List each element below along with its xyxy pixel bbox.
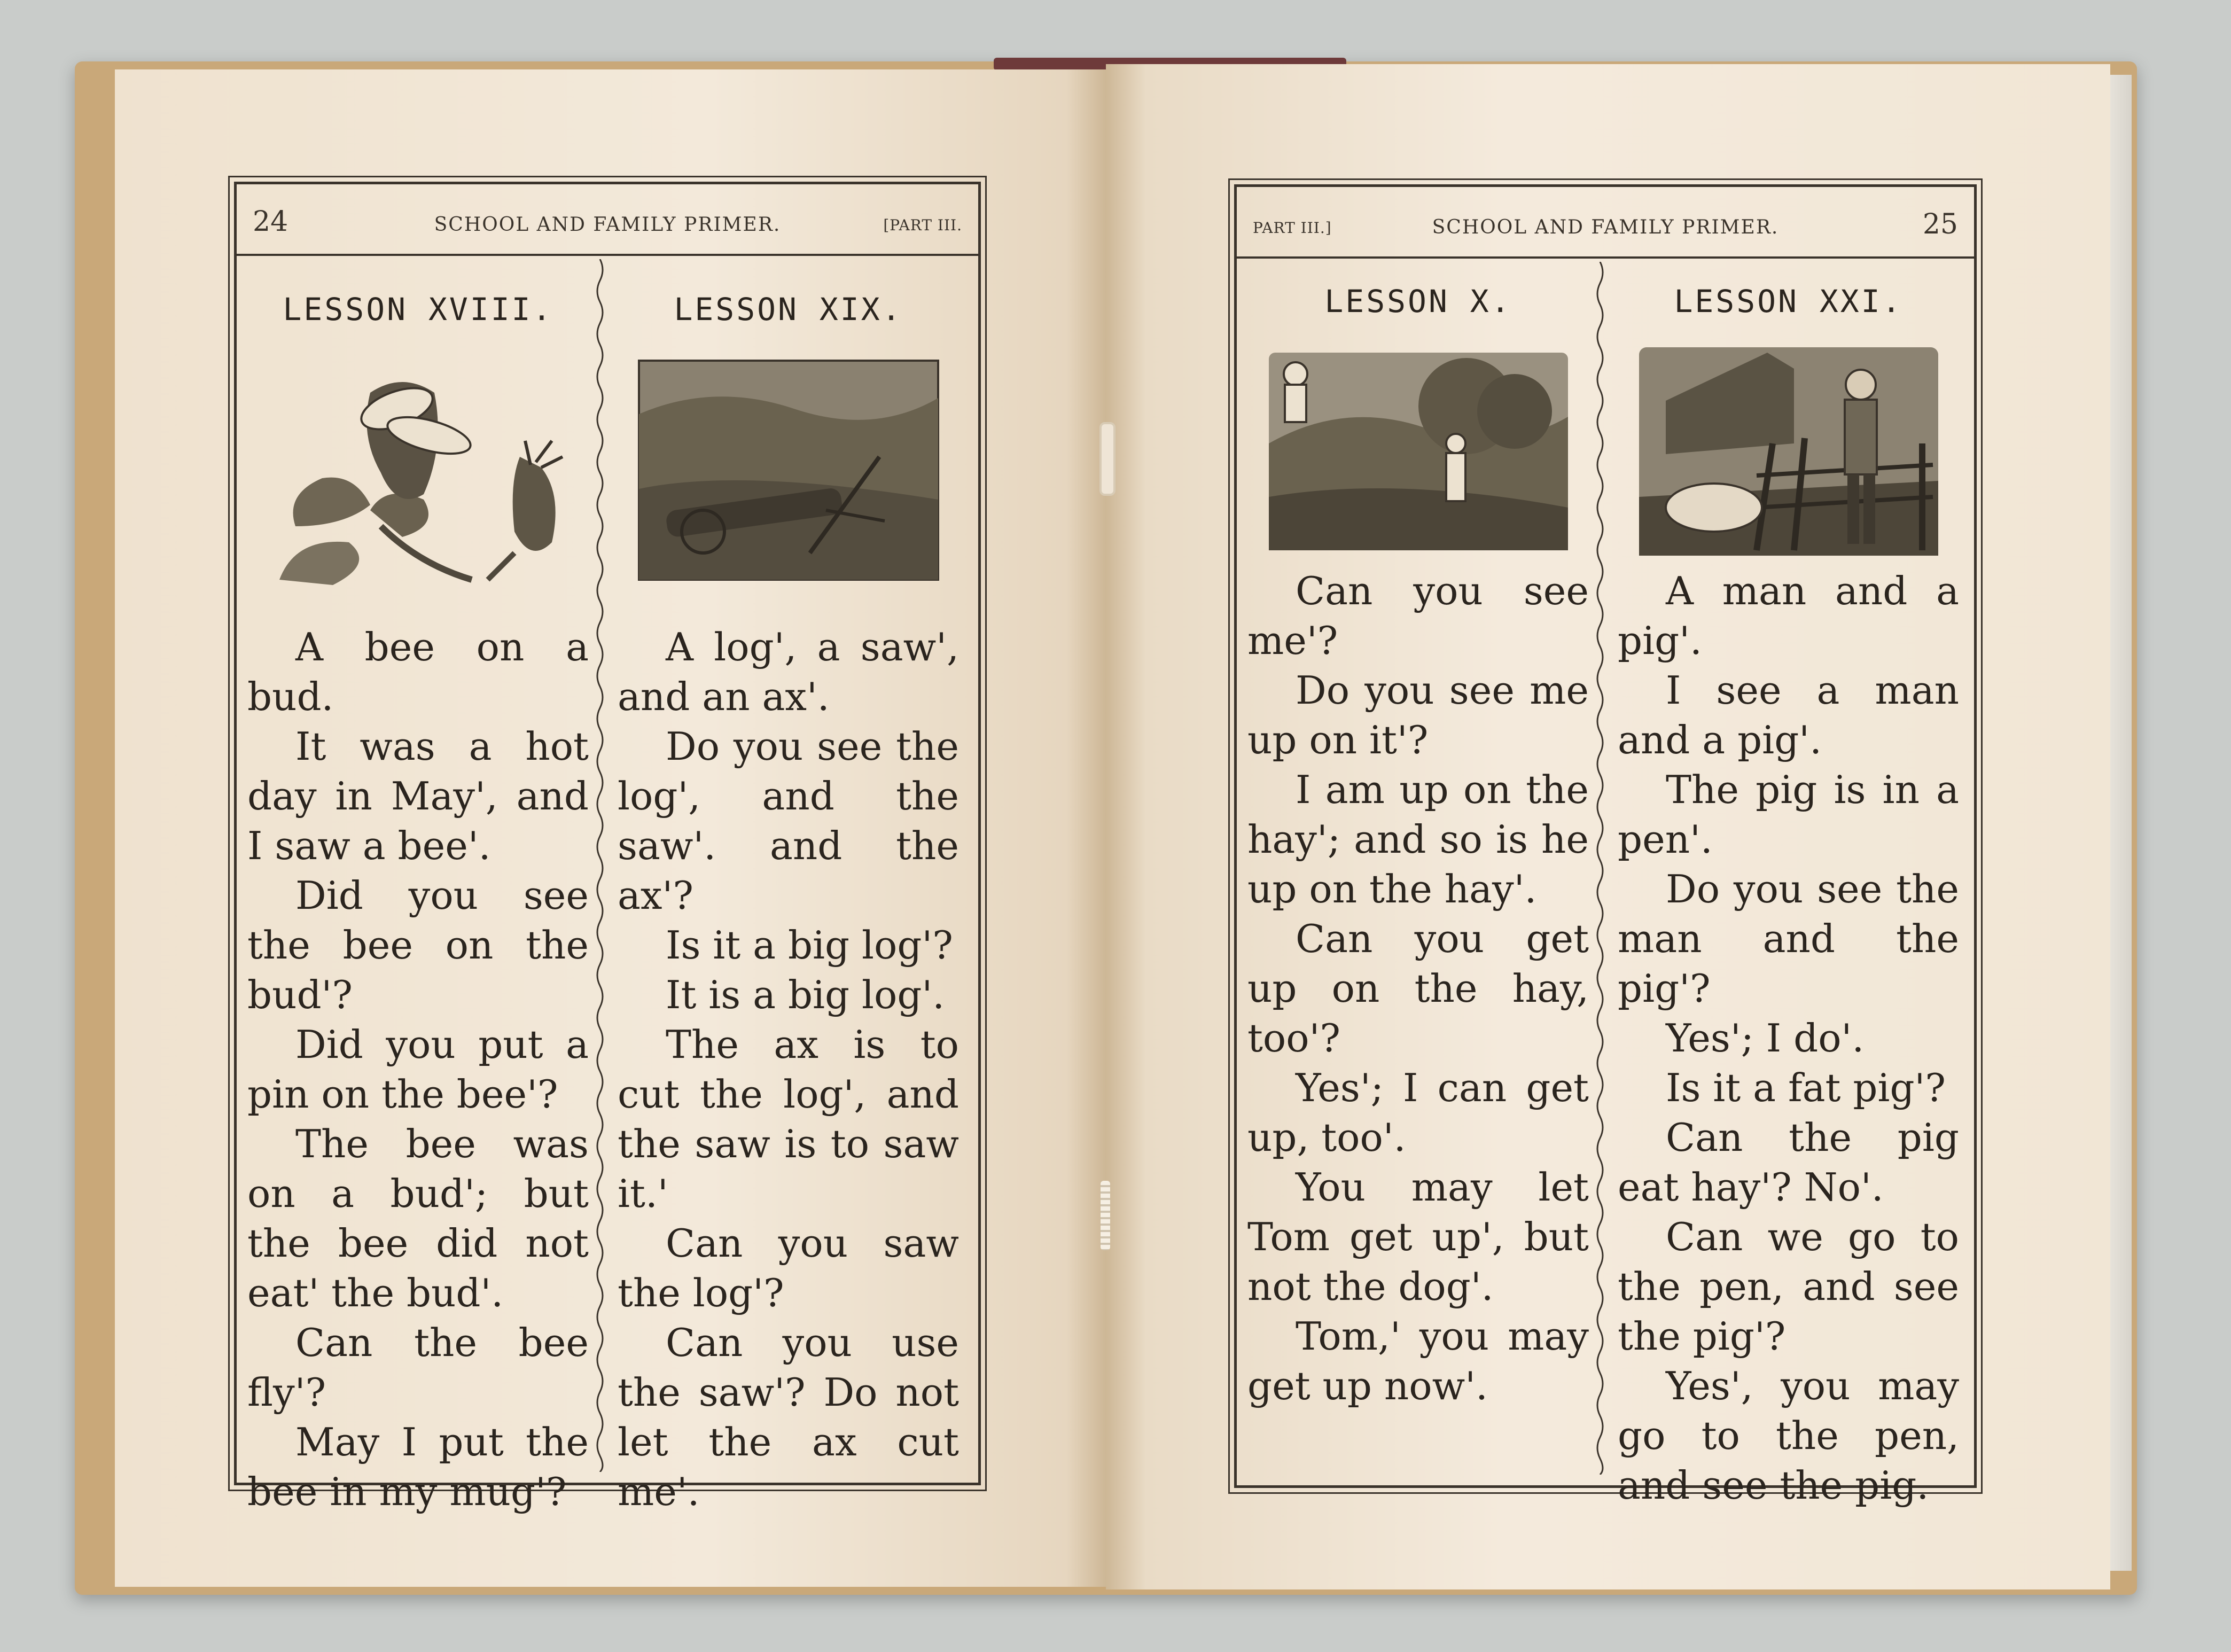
lesson-column bbox=[613, 259, 963, 1514]
paragraph: I see a man and a pig'. bbox=[1618, 668, 1959, 762]
lesson-title: LESSON X. bbox=[1324, 283, 1512, 320]
paragraph: You may let Tom get up', but not the dog'. bbox=[1247, 1165, 1589, 1309]
lesson-text bbox=[243, 622, 593, 1517]
wavy-column-divider bbox=[1592, 262, 1608, 1475]
running-title: SCHOOL AND FAMILY PRIMER. bbox=[1432, 216, 1779, 238]
paragraph: I am up on the hay'; and so is he up on the hay'. bbox=[1247, 767, 1589, 911]
paragraph: Tom,' you may get up now'. bbox=[1247, 1314, 1589, 1408]
hay-illustration bbox=[1263, 337, 1573, 561]
paragraph: A man and a pig'. bbox=[1618, 568, 1959, 663]
page-number: 25 bbox=[1922, 208, 1958, 240]
left-page-frame bbox=[234, 182, 981, 1514]
running-title: SCHOOL AND FAMILY PRIMER. bbox=[434, 214, 781, 236]
paragraph: The ax is to cut the log', and the saw is to saw it.' bbox=[618, 1022, 959, 1216]
paragraph: Yes', you may go to the pen, and see the pig. bbox=[1618, 1363, 1959, 1508]
running-header bbox=[237, 184, 978, 256]
paragraph: A log', a saw', and an ax'. bbox=[618, 625, 959, 719]
paragraph: A bee on a bud. bbox=[247, 625, 589, 719]
lesson-title: LESSON XVIII. bbox=[283, 291, 553, 328]
part-label: [PART III. bbox=[883, 216, 962, 234]
lesson-text bbox=[1243, 566, 1593, 1411]
paragraph: The bee was on a bud'; but the bee did not eat' the bud'. bbox=[247, 1121, 589, 1315]
right-page-frame bbox=[1234, 184, 1977, 1508]
running-header bbox=[1237, 187, 1974, 259]
paragraph: Can you see me'? bbox=[1247, 568, 1589, 663]
paragraph: Can you saw the log'? bbox=[618, 1221, 959, 1315]
man-and-pig-illustration bbox=[1634, 337, 1944, 561]
part-label: PART III.] bbox=[1253, 219, 1332, 237]
log-saw-illustration bbox=[634, 350, 943, 585]
page-edges bbox=[2110, 75, 2132, 1571]
lesson-title: LESSON XIX. bbox=[674, 291, 903, 328]
paragraph: Can the bee fly'? bbox=[247, 1320, 589, 1415]
gutter-thread bbox=[1101, 1181, 1110, 1250]
paragraph: Did you see the bee on the bud'? bbox=[247, 873, 589, 1017]
paragraph: Yes'; I can get up, too'. bbox=[1247, 1065, 1589, 1160]
paragraph: May I put the bee in my mug'? bbox=[247, 1420, 589, 1514]
paragraph: Can we go to the pen, and see the pig'? bbox=[1618, 1214, 1959, 1359]
lesson-column bbox=[1243, 262, 1593, 1485]
lesson-column bbox=[1613, 262, 1963, 1508]
page-number: 24 bbox=[253, 206, 288, 238]
lesson-title: LESSON XXI. bbox=[1674, 283, 1903, 320]
paragraph: Do you see the man and the pig'? bbox=[1618, 867, 1959, 1011]
wavy-column-divider bbox=[592, 259, 608, 1472]
bee-illustration bbox=[263, 350, 573, 585]
lesson-text bbox=[1613, 566, 1963, 1510]
paragraph: Do you see me up on it'? bbox=[1247, 668, 1589, 762]
lesson-column bbox=[243, 259, 593, 1514]
lesson-text bbox=[613, 622, 963, 1517]
gutter-stitch bbox=[1099, 422, 1116, 496]
paragraph: Do you see the log', and the saw'. and the ax'? bbox=[618, 724, 959, 918]
paragraph: Is it a fat pig'? bbox=[1666, 1065, 1946, 1110]
paragraph: Can you get up on the hay, too'? bbox=[1247, 916, 1589, 1061]
paragraph: It was a hot day in May', and I saw a bee'. bbox=[247, 724, 589, 868]
paragraph: Yes'; I do'. bbox=[1666, 1016, 1865, 1061]
paragraph: Can the pig eat hay'? No'. bbox=[1618, 1115, 1959, 1210]
paragraph: Is it a big log'? bbox=[666, 923, 953, 968]
paragraph: The pig is in a pen'. bbox=[1618, 767, 1959, 862]
paragraph: Can you use the saw'? Do not let the ax cut me'. bbox=[618, 1320, 959, 1514]
paragraph: Did you put a pin on the bee'? bbox=[247, 1022, 589, 1117]
paragraph: It is a big log'. bbox=[666, 972, 945, 1017]
